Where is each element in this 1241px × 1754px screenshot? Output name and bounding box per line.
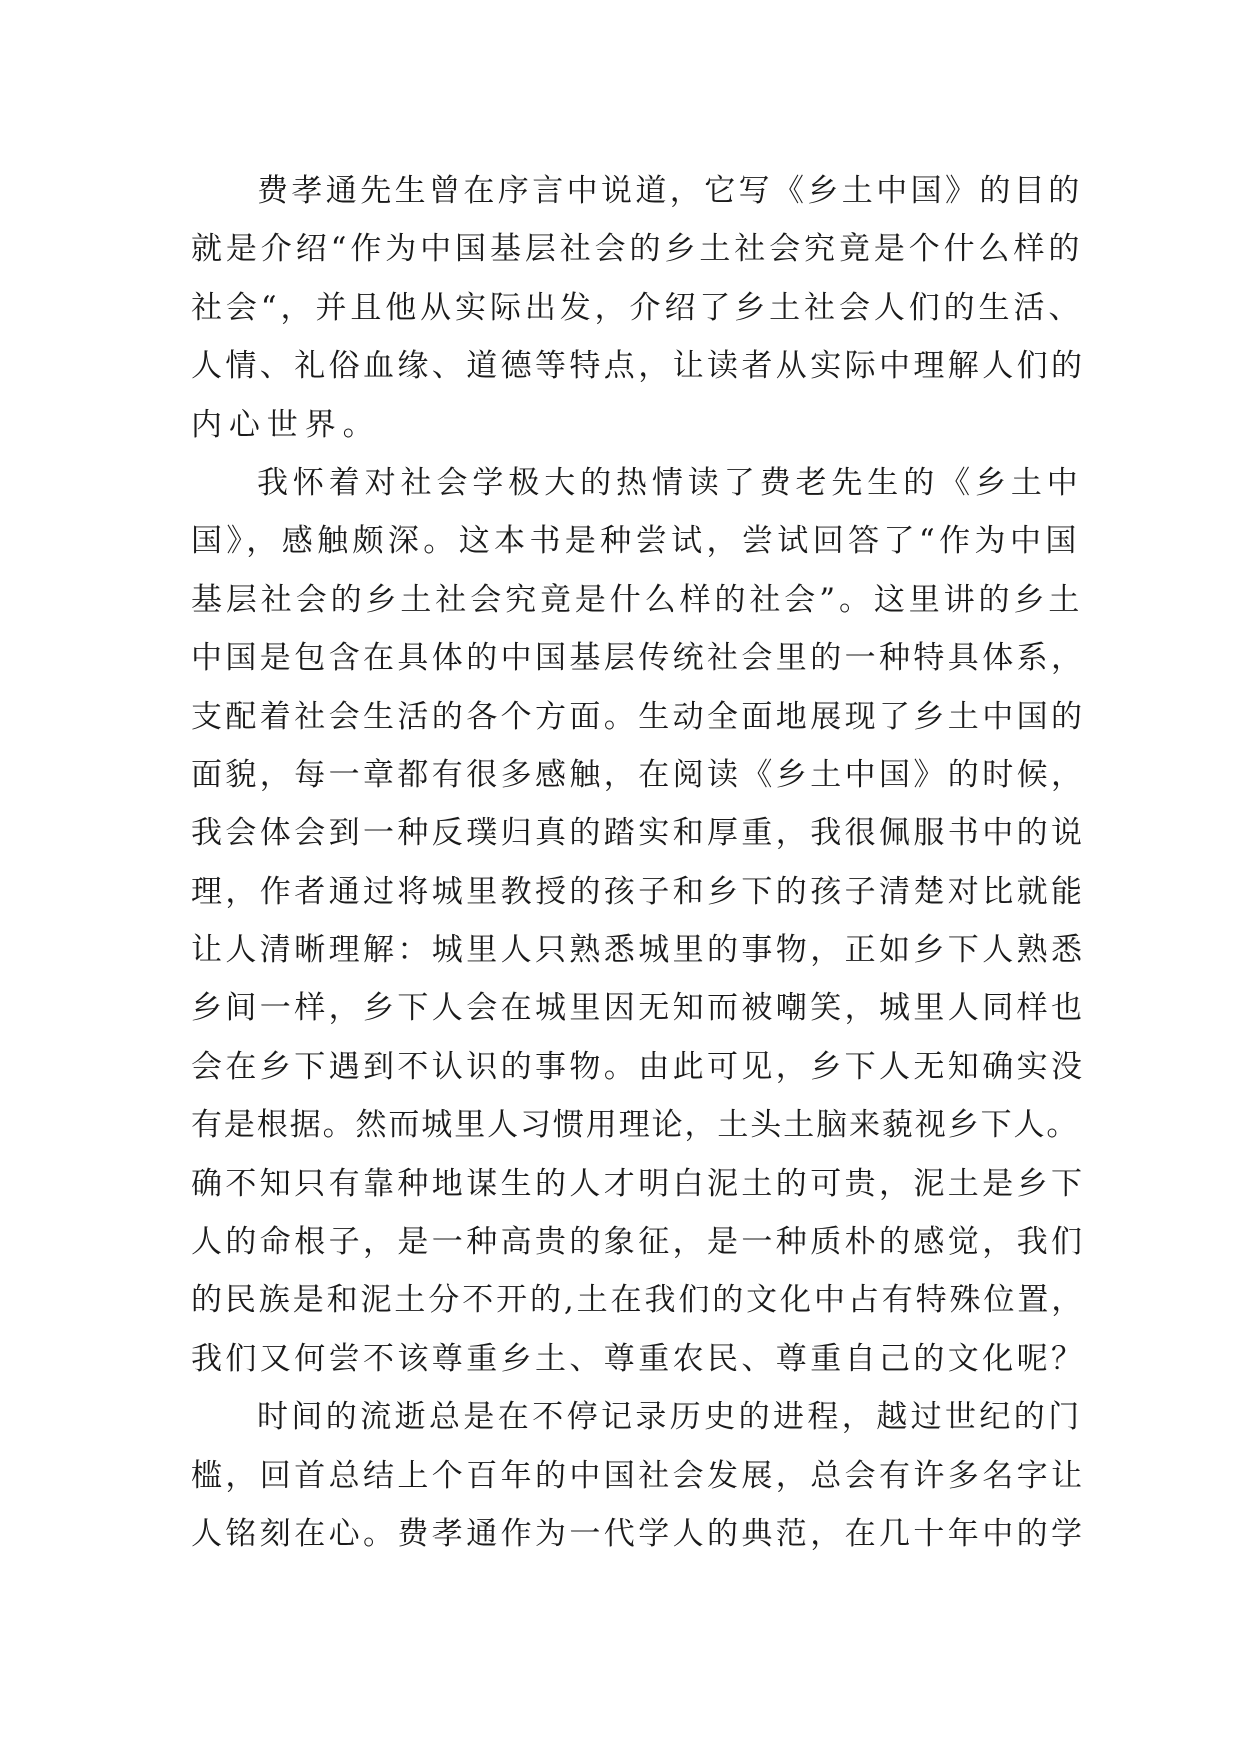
paragraph-3-line-2: 槛，回首总结上个百年的中国社会发展，总会有许多名字让 (191, 1457, 1086, 1494)
paragraph-2-line-6: 面貌，每一章都有很多感触，在阅读《乡土中国》的时候， (191, 756, 1086, 793)
paragraph-1-line-4: 人情、礼俗血缘、道德等特点，让读者从实际中理解人们的 (191, 348, 1086, 385)
paragraph-2-line-12: 有是根据。然而城里人习惯用理论，土头土脑来藐视乡下人。 (191, 1107, 1080, 1144)
paragraph-1-line-2: 就是介绍“作为中国基层社会的乡土社会究竟是个什么样的 (191, 231, 1084, 268)
paragraph-2-line-13: 确不知只有靠种地谋生的人才明白泥土的可贵，泥土是乡下 (191, 1165, 1086, 1202)
paragraph-3-line-1: 时间的流逝总是在不停记录历史的进程，越过世纪的门 (257, 1399, 1083, 1436)
body-text (191, 162, 1091, 1563)
paragraph-2-line-11: 会在乡下遇到不认识的事物。由此可见，乡下人无知确实没 (191, 1048, 1086, 1085)
paragraph-2-line-3: 基层社会的乡土社会究竟是什么样的社会”。这里讲的乡土 (191, 581, 1084, 618)
paragraph-2-line-7: 我会体会到一种反璞归真的踏实和厚重，我很佩服书中的说 (191, 815, 1086, 852)
paragraph-1-line-1: 费孝通先生曾在序言中说道，它写《乡土中国》的目的 (257, 173, 1083, 209)
paragraph-1-line-5: 内心世界。 (191, 406, 381, 443)
paragraph-2-line-15: 的民族是和泥土分不开的,土在我们的文化中占有特殊位置， (191, 1282, 1086, 1319)
paragraph-2-line-14: 人的命根子，是一种高贵的象征，是一种质朴的感觉，我们 (191, 1224, 1086, 1261)
paragraph-2-line-5: 支配着社会生活的各个方面。生动全面地展现了乡土中国的 (191, 698, 1086, 735)
paragraph-3-line-3: 人铭刻在心。费孝通作为一代学人的典范，在几十年中的学 (191, 1515, 1086, 1552)
paragraph-2-line-16: 我们又何尝不该尊重乡土、尊重农民、尊重自己的文化呢？ (191, 1340, 1086, 1377)
paragraph-2-line-2: 国》，感触颇深。这本书是种尝试，尝试回答了“作为中国 (191, 523, 1081, 560)
paragraph-1-line-3: 社会“，并且他从实际出发，介绍了乡土社会人们的生活、 (191, 289, 1084, 326)
paragraph-2-line-8: 理，作者通过将城里教授的孩子和乡下的孩子清楚对比就能 (191, 873, 1086, 910)
paragraph-2-line-4: 中国是包含在具体的中国基层传统社会里的一种特具体系， (191, 640, 1086, 677)
paragraph-2-line-9: 让人清晰理解：城里人只熟悉城里的事物，正如乡下人熟悉 (191, 932, 1086, 969)
paragraph-2-line-1: 我怀着对社会学极大的热情读了费老先生的《乡土中 (257, 464, 1083, 501)
paragraph-2-line-10: 乡间一样，乡下人会在城里因无知而被嘲笑，城里人同样也 (191, 990, 1086, 1027)
